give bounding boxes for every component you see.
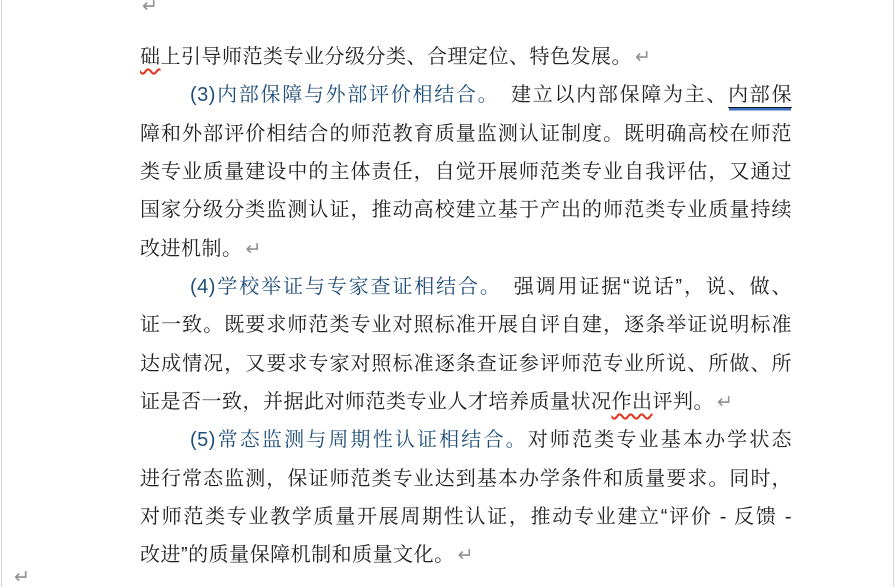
heading-text: (4)学校举证与专家查证相结合。: [190, 276, 492, 299]
text-line[interactable]: [140, 230, 792, 268]
body-text: 证是否一致，并据此对师范类专业人才培养质量状况: [140, 391, 612, 414]
text-line[interactable]: [140, 460, 792, 498]
body-text: 达成情况，又要求专家对照标准逐条查证参评师范专业所说、所做、所: [140, 352, 792, 375]
body-text: 国家分级分类监测认证，推动高校建立基于产出的师范类专业质量持续: [140, 199, 792, 222]
body-text: 进行常态监测，保证师范类专业达到基本办学条件和质量要求。同时，: [140, 467, 792, 490]
grammar-flagged-text: 内部保: [728, 84, 793, 107]
body-text: 对师范类专业教学质量开展周期性认证，推动专业建立“评价 - 反馈 -: [140, 506, 792, 529]
body-text: 证一致。既要求师范类专业对照标准开展自评自建，逐条举证说明标准: [140, 314, 792, 337]
text-line[interactable]: [140, 345, 792, 383]
paragraph-mark-icon: ↵: [457, 545, 474, 567]
text-line[interactable]: [140, 306, 792, 344]
body-text: 上引导师范类专业分级分类、合理定位、特色发展。: [160, 46, 632, 68]
paragraph-mark-icon: ↵: [635, 47, 651, 68]
paragraph-mark-icon: ↵: [14, 567, 30, 587]
heading-text: (5)常态监测与周期性认证相结合。: [190, 429, 528, 452]
body-text: 改进机制。: [140, 237, 243, 260]
body-text: 建立以内部保障为主、: [489, 84, 729, 107]
text-line[interactable]: [140, 268, 792, 306]
text-line[interactable]: [140, 383, 792, 421]
paragraph-mark-icon: ↵: [245, 238, 262, 260]
text-line[interactable]: [140, 498, 792, 536]
body-text: 改进”的质量保障机制和质量文化。: [140, 544, 455, 567]
body-text: 评判。: [652, 391, 714, 414]
page-border-right: [893, 0, 894, 587]
misspelled-text: 础: [140, 46, 161, 68]
body-text: 对师范类专业基本办学状态: [527, 429, 792, 452]
text-line[interactable]: [140, 76, 792, 114]
heading-text: (3)内部保障与外部评价相结合。: [190, 84, 490, 107]
text-line[interactable]: [140, 191, 792, 229]
text-line[interactable]: [140, 115, 792, 153]
body-text: 障和外部评价相结合的师范教育质量监测认证制度。既明确高校在师范: [140, 122, 792, 145]
paragraph-mark-icon: ↵: [142, 0, 158, 17]
page-border-left: [1, 0, 2, 587]
text-line[interactable]: [140, 536, 792, 574]
paragraph-mark-icon: ↵: [717, 392, 733, 414]
text-line[interactable]: [140, 38, 792, 76]
text-column: [140, 38, 792, 575]
misspelled-text: 作出: [611, 391, 653, 414]
text-line[interactable]: [140, 153, 792, 191]
body-text: 类专业质量建设中的主体责任，自觉开展师范类专业自我评估，又通过: [140, 161, 792, 184]
text-line[interactable]: [140, 421, 792, 459]
body-text: 强调用证据“说话”，说、做、: [491, 276, 792, 299]
